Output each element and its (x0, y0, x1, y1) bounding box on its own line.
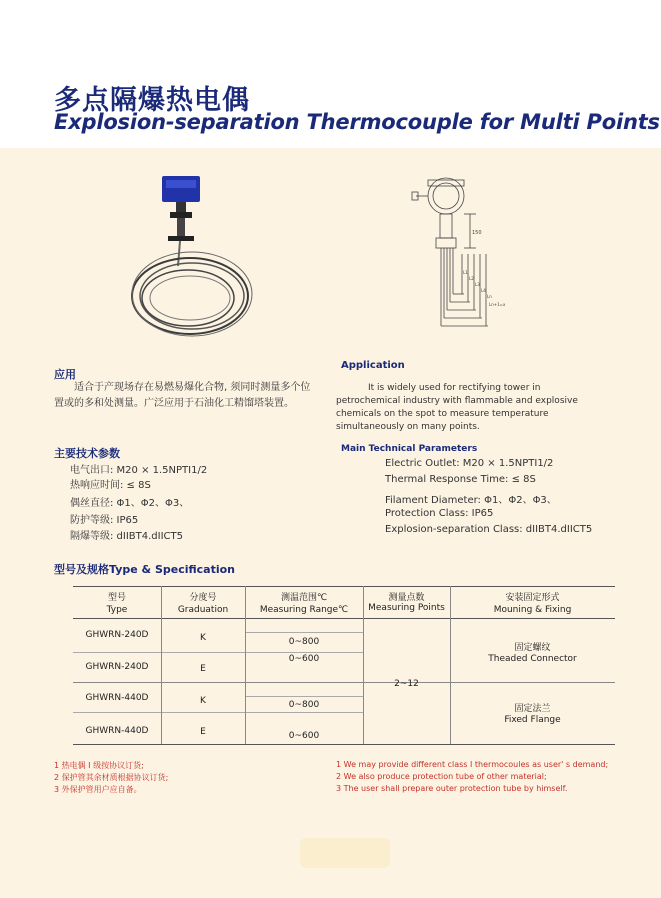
fixing-2-en: Fixed Flange (504, 715, 561, 725)
application-text-cn: 适合于产现场存在易燃易爆化合物, 须同时测量多个位置或的多和处测量。广泛应用于石油化工精馏塔装置。 (54, 382, 311, 409)
drawing-dim-l2: L2 (469, 276, 474, 281)
row4-type: GHWRN-440D (85, 726, 149, 736)
table-rule-top (73, 586, 615, 587)
row1-type: GHWRN-240D (85, 630, 149, 640)
col-fixing-en: Mouning & Fixing (493, 605, 572, 615)
drawing-dim-l4: L4 (481, 288, 486, 293)
param-cn-3: 偶丝直径: Φ1、Φ2、Φ3、 (70, 498, 190, 509)
row4-grad: E (200, 727, 206, 737)
application-text-en: It is widely used for rectifying tower in petrochemical industry with flammable and explosive chemicals on the spot to measure temperature simultaneously on many points. (336, 383, 578, 432)
drawing-dim-l1: L1 (463, 270, 468, 275)
row2-type: GHWRN-240D (85, 662, 149, 672)
row4-range: 0~600 (288, 731, 320, 741)
param-en-4: Protection Class: IP65 (385, 508, 494, 519)
fixing-2-cn: 固定法兰 (514, 704, 551, 714)
row2-grad: E (200, 664, 206, 674)
note-en-3: 3 The user shall prepare outer protection tube by himself. (336, 784, 568, 793)
note-cn-2: 2 保护管其余材质根据协议订货; (54, 773, 169, 782)
drawing-dim-ln: Ln (487, 294, 492, 299)
table-rule-range3 (245, 696, 363, 697)
spec-heading: 型号及规格Type & Specification (54, 563, 236, 576)
param-cn-1: 电气出口: M20 × 1.5NPTI1/2 (70, 465, 208, 476)
note-cn-3: 3 外保护管用户应自备。 (54, 785, 142, 794)
col-fixing-cn: 安装固定形式 (505, 593, 560, 603)
row2-range: 0~600 (288, 654, 320, 664)
param-cn-4: 防护等级: IP65 (70, 515, 139, 526)
technical-drawing (410, 168, 520, 348)
param-cn-2: 热响应时间: ≤ 8S (70, 480, 151, 491)
row3-type: GHWRN-440D (85, 693, 149, 703)
parameters-heading-cn: 主要技术参数 (54, 447, 120, 460)
application-heading-cn: 应用 (54, 368, 76, 381)
row1-grad: K (200, 633, 206, 643)
param-en-1: Electric Outlet: M20 × 1.5NPTI1/2 (385, 458, 554, 469)
param-cn-5: 隔爆等级: dIIBT4.dIICT5 (70, 531, 184, 542)
col-points-en: Measuring Points (368, 603, 445, 613)
fixing-1-cn: 固定螺纹 (514, 643, 551, 653)
drawing-dim-top: 150 (472, 230, 482, 236)
application-heading-en: Application (341, 360, 405, 371)
table-rule-mid (73, 682, 615, 683)
thermocouple-photo-icon (132, 176, 252, 336)
col-range-en: Measuring Range℃ (259, 605, 349, 615)
decorative-glow (300, 838, 390, 868)
param-en-2: Thermal Response Time: ≤ 8S (385, 474, 536, 485)
note-en-2: 2 We also produce protection tube of other material; (336, 772, 547, 781)
note-en-1: 1 We may provide different class I thermocoules as user' s demand; (336, 760, 609, 769)
note-cn-1: 1 热电偶 I 级按协议订货; (54, 761, 144, 770)
col-grad-en: Graduation (177, 605, 229, 615)
drawing-dim-lnx: Ln+1=x (489, 302, 506, 307)
table-rule-row1 (73, 652, 363, 653)
row3-range: 0~800 (288, 700, 320, 710)
col-type-en: Type (106, 605, 128, 615)
table-rule-row3 (73, 712, 363, 713)
param-en-3: Filament Diameter: Φ1、Φ2、Φ3、 (385, 495, 557, 506)
param-en-5: Explosion-separation Class: dIIBT4.dIICT5 (385, 524, 593, 535)
fixing-1-en: Theaded Connector (488, 654, 577, 664)
table-rule-bottom (73, 744, 615, 745)
col-grad-cn: 分度号 (189, 593, 217, 603)
drawing-dim-l3: L3 (475, 282, 480, 287)
table-rule-range1 (245, 632, 363, 633)
parameters-heading-en: Main Technical Parameters (341, 444, 478, 454)
col-points-cn: 测量点数 (388, 593, 425, 603)
row1-range: 0~800 (288, 637, 320, 647)
points-value: 2~12 (394, 679, 419, 689)
col-type-cn: 型号 (107, 593, 126, 603)
row3-grad: K (200, 696, 206, 706)
page-title-cn: 多点隔爆热电偶 (54, 85, 250, 116)
drawing-outline-icon (412, 178, 488, 326)
product-photo (120, 168, 290, 348)
table-rule-header (73, 618, 615, 619)
col-range-cn: 测温范围℃ (280, 593, 328, 603)
page-title-en: Explosion-separation Thermocouple for Multi Points (54, 110, 660, 134)
